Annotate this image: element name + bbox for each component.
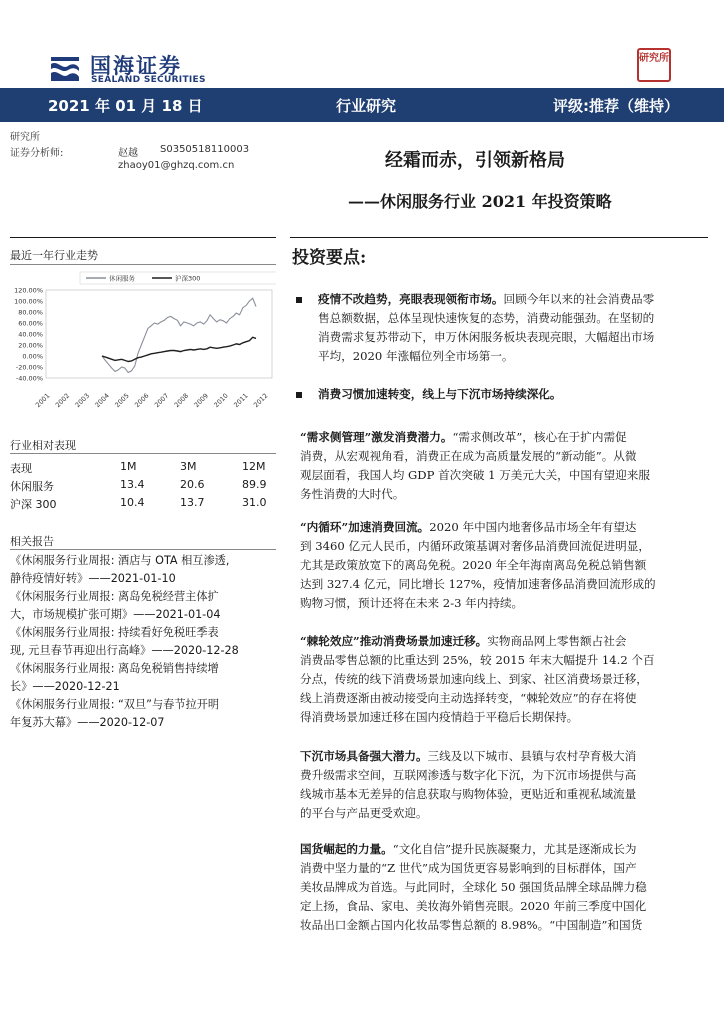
table-header-cell: 1M bbox=[120, 460, 137, 473]
chart-series-leisure-line bbox=[102, 298, 256, 372]
para-2-line: 达到 327.4 亿元，同比增长 127%，疫情加速奢侈品消费回流形成的 bbox=[300, 577, 656, 591]
trend-underline bbox=[10, 264, 276, 265]
para-3-line: 得消费场景加速迁移在国内疫情趋于平稳后长期保持。 bbox=[300, 710, 579, 724]
para-1-bold: “需求侧管理”激发消费潜力。 bbox=[300, 430, 453, 444]
performance-underline bbox=[10, 453, 276, 454]
para-5-line: “文化自信”提升民族凝聚力，尤其是逐渐成长为 bbox=[392, 842, 637, 856]
table-header-cell: 3M bbox=[180, 460, 197, 473]
chart-y-tick-label: 40.00% bbox=[18, 330, 43, 339]
table-cell: 31.0 bbox=[242, 496, 267, 509]
para-2-line: 购物习惯，预计还将在未来 2-3 年内持续。 bbox=[300, 596, 524, 610]
para-demand-side bbox=[300, 428, 698, 504]
para-5-line: 美妆品牌成为首选。与此同时，全球化 50 强国货品牌全球品牌力稳 bbox=[300, 880, 647, 894]
chart-y-tick-label: 80.00% bbox=[18, 308, 43, 317]
para-5-line: 妆品出口金额占国内化妆品零售总额的 8.98%。“中国制造”和国货 bbox=[300, 918, 643, 932]
bullet-1-line: 售总额数据，总体呈现快速恢复的态势，消费动能强劲。在坚韧的 bbox=[318, 311, 655, 325]
chart-plot-frame bbox=[46, 290, 272, 378]
table-cell: 13.4 bbox=[120, 478, 145, 491]
para-5-bold: 国货崛起的力量。 bbox=[300, 842, 393, 856]
chart-y-tick-label: 100.00% bbox=[14, 297, 43, 306]
trend-title: 最近一年行业走势 bbox=[10, 249, 98, 262]
para-4-bold: 下沉市场具备强大潜力。 bbox=[300, 749, 428, 763]
report-line[interactable]: 《休闲服务行业周报: 酒店与 OTA 相互渗透, bbox=[10, 554, 230, 567]
report-date: 2021 年 01 月 18 日 bbox=[48, 97, 203, 115]
chart-x-tick-label: 2005 bbox=[113, 391, 131, 410]
report-line: 长》——2020-12-21 bbox=[10, 680, 120, 693]
square-bullet-icon bbox=[296, 392, 302, 398]
header-band bbox=[0, 88, 724, 122]
table-cell: 89.9 bbox=[242, 478, 267, 491]
company-name-cn: 国海证券 bbox=[90, 54, 182, 78]
chart-x-tick-label: 2009 bbox=[192, 391, 210, 410]
para-ratchet-effect bbox=[300, 632, 698, 727]
chart-x-tick-label: 2002 bbox=[53, 391, 72, 410]
chart-y-tick-label: -20.00% bbox=[15, 363, 43, 372]
para-2-line: 到 3460 亿元人民币，内循环政策基调对奢侈品消费回流促进明显， bbox=[300, 539, 650, 553]
company-name-en: SEALAND SECURITIES bbox=[91, 75, 206, 85]
para-3-line: 分点，传统的线下消费场景加速向线上、到家、社区消费场景迁移， bbox=[300, 672, 648, 686]
para-4-line: 线城市基本无差异的信息获取与购物体验，更贴近和重视私域流量 bbox=[300, 787, 637, 801]
report-main-title: 经霜而赤，引领新格局 bbox=[385, 150, 565, 171]
para-3-bold: “棘轮效应”推动消费场景加速迁移。 bbox=[300, 634, 488, 648]
chart-x-tick-label: 2006 bbox=[133, 391, 151, 410]
bullet-1-line: 消费需求复苏带动下，申万休闲服务板块表现亮眼，大幅超出市场 bbox=[318, 330, 655, 344]
bullet-1-line: 回顾今年以来的社会消费品零 bbox=[503, 292, 655, 306]
table-cell: 休闲服务 bbox=[10, 480, 54, 493]
para-2-line: 尤其是政策放宽下的离岛免税。2020 年全年海南离岛免税总销售额 bbox=[300, 558, 647, 572]
sealand-logo-icon bbox=[48, 52, 82, 86]
table-header-cell: 12M bbox=[242, 460, 266, 473]
para-4-line: 三线及以下城市、县镇与农村孕育极大消 bbox=[427, 749, 637, 763]
chart-x-tick-label: 2001 bbox=[34, 391, 52, 410]
chart-series-csi300-line bbox=[102, 337, 256, 361]
left-divider bbox=[10, 237, 276, 238]
bullet-1-line: 平均，2020 年涨幅位列全市场第一。 bbox=[318, 349, 514, 363]
reports-underline bbox=[10, 549, 276, 550]
bullet-2-bold: 消费习惯加速转变，线上与下沉市场持续深化。 bbox=[318, 387, 562, 401]
report-line: 现, 元旦春节再迎出行高峰》——2020-12-28 bbox=[10, 644, 239, 657]
chart-x-tick-label: 2003 bbox=[73, 391, 92, 410]
report-line[interactable]: 《休闲服务行业周报: 离岛免税经营主体扩 bbox=[10, 590, 219, 603]
report-line[interactable]: 《休闲服务行业周报: “双旦”与春节拉开明 bbox=[10, 698, 220, 711]
table-cell: 13.7 bbox=[180, 496, 205, 509]
para-1-line: 务性消费的大时代。 bbox=[300, 487, 405, 501]
report-type: 行业研究 bbox=[336, 97, 397, 115]
reports-title: 相关报告 bbox=[10, 535, 54, 548]
chart-legend-label: 休闲服务 bbox=[109, 274, 135, 283]
research-seal-icon bbox=[637, 48, 671, 82]
trend-chart bbox=[10, 268, 276, 418]
chart-x-tick-label: 2007 bbox=[152, 391, 171, 410]
para-1-line: “需求侧改革”，核心在于扩内需促 bbox=[452, 430, 627, 444]
key-points-title: 投资要点: bbox=[292, 248, 367, 268]
chart-x-tick-label: 2010 bbox=[212, 391, 230, 410]
square-bullet-icon bbox=[296, 297, 302, 303]
right-divider bbox=[290, 237, 708, 238]
table-header-cell: 表现 bbox=[10, 462, 32, 475]
report-line[interactable]: 《休闲服务行业周报: 离岛免税销售持续增 bbox=[10, 662, 219, 675]
para-3-line: 消费品零售总额的比重达到 25%，较 2015 年末大幅提升 14.2 个百 bbox=[300, 653, 655, 667]
report-line: 大，市场规模扩张可期》——2021-01-04 bbox=[10, 608, 221, 621]
report-line: 年复苏大幕》——2020-12-07 bbox=[10, 716, 165, 729]
chart-y-tick-label: 60.00% bbox=[18, 319, 43, 328]
report-rating: 评级:推荐（维持） bbox=[553, 97, 679, 115]
para-domestic-brands bbox=[300, 840, 698, 935]
para-5-line: 定上扬，食品、家电、美妆海外销售亮眼。2020 年前三季度中国化 bbox=[300, 899, 647, 913]
chart-y-tick-label: 20.00% bbox=[18, 341, 43, 350]
analyst-cert: S0350518110003 bbox=[160, 144, 250, 155]
report-sub-title: ——休闲服务行业 2021 年投资策略 bbox=[348, 192, 612, 211]
chart-x-tick-label: 2012 bbox=[252, 391, 270, 410]
para-5-line: 消费中坚力量的“Z 世代”成为国货更容易影响到的目标群体，国产 bbox=[300, 861, 637, 875]
performance-title: 行业相对表现 bbox=[10, 439, 76, 452]
bullet-2 bbox=[318, 385, 692, 404]
analyst-name: 赵越 bbox=[118, 148, 138, 159]
chart-x-tick-label: 2011 bbox=[232, 391, 250, 410]
reports-list bbox=[10, 552, 276, 732]
chart-y-tick-label: 120.00% bbox=[14, 286, 43, 295]
table-cell: 沪深 300 bbox=[10, 498, 57, 511]
para-4-line: 费升级需求空间，互联网渗透与数字化下沉，为下沉市场提供与高 bbox=[300, 768, 637, 782]
analyst-email[interactable]: zhaoy01@ghzq.com.cn bbox=[118, 160, 235, 171]
seal-text: 研究所 bbox=[639, 53, 669, 64]
chart-y-tick-label: 0.00% bbox=[22, 352, 43, 361]
bullet-1-bold: 疫情不改趋势，亮眼表现领衔市场。 bbox=[318, 292, 504, 306]
report-line: 静待疫情好转》——2021-01-10 bbox=[10, 572, 176, 585]
bullet-1 bbox=[318, 290, 692, 366]
chart-y-tick-label: -40.00% bbox=[15, 374, 43, 383]
para-1-line: 观层面看，我国人均 GDP 首次突破 1 万美元大关，中国有望迎来服 bbox=[300, 468, 650, 482]
para-inner-circulation bbox=[300, 518, 698, 613]
para-3-line: 实物商品网上零售额占社会 bbox=[487, 634, 627, 648]
chart-x-tick-label: 2008 bbox=[172, 391, 191, 410]
report-line[interactable]: 《休闲服务行业周报: 持续看好免税旺季表 bbox=[10, 626, 219, 639]
analyst-role: 证券分析师: bbox=[10, 148, 64, 159]
table-cell: 20.6 bbox=[180, 478, 205, 491]
para-4-line: 的平台与产品更受欢迎。 bbox=[300, 806, 428, 820]
para-1-line: 消费，从宏观视角看，消费正在成为高质量发展的“新动能”。从微 bbox=[300, 449, 637, 463]
table-row bbox=[10, 494, 270, 512]
para-2-line: 2020 年中国内地奢侈品市场全年有望达 bbox=[429, 520, 637, 534]
para-lower-tier-market bbox=[300, 747, 698, 823]
analyst-dept: 研究所 bbox=[10, 132, 40, 143]
chart-x-tick-label: 2004 bbox=[93, 391, 111, 410]
performance-header-row bbox=[10, 458, 270, 476]
para-2-bold: “内循环”加速消费回流。 bbox=[300, 520, 430, 534]
para-3-line: 线上消费逐渐由被动接受向主动选择转变，“棘轮效应”的存在将使 bbox=[300, 691, 637, 705]
table-row bbox=[10, 476, 270, 494]
chart-legend-label: 沪深300 bbox=[175, 274, 201, 283]
table-cell: 10.4 bbox=[120, 496, 145, 509]
